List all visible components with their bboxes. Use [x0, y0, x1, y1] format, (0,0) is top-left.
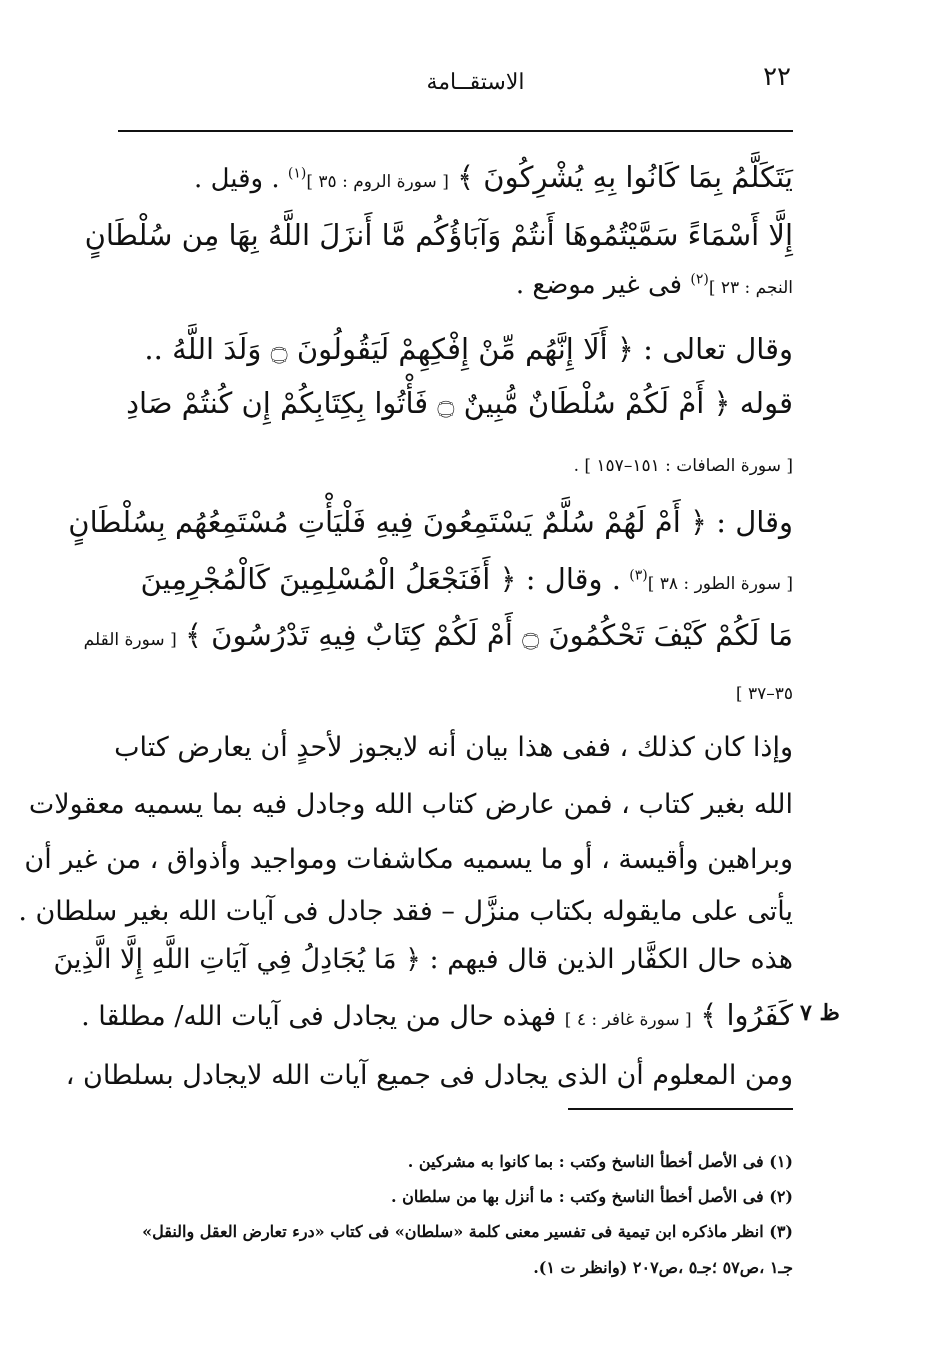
- text-line-6: [113, 448, 793, 479]
- surah-reference: [ سورة القلم: [83, 630, 177, 650]
- text-line-3: [113, 270, 793, 301]
- text-line-7: [68, 505, 793, 540]
- surah-reference: [ سورة الطور : ٣٨ ]: [647, 574, 793, 594]
- running-title: الاستقــامة: [426, 70, 525, 95]
- footnote-marker: (١): [287, 165, 307, 182]
- footnote-1: (١) فى الأصل أخطأ الناسخ وكتب : بما كانوا به مشركين .: [407, 1152, 793, 1171]
- paragraph-line-7: ومن المعلوم أن الذى يجادل فى جميع آيات الله لايجادل بسلطان ،: [65, 1060, 793, 1091]
- footnote-marker: (٢): [690, 271, 709, 288]
- paragraph-line-4: يأتى على مايقوله بكتاب منزَّل – فقد جادل فى آيات الله بغير سلطان .: [18, 896, 793, 927]
- text-line-9: [83, 618, 793, 653]
- quran-verse: كَفَرُوا ﴾: [700, 998, 793, 1032]
- text-line-2: [84, 218, 793, 253]
- footnote-2: (٢) فى الأصل أخطأ الناسخ وكتب : ما أنزل بها من سلطان .: [391, 1187, 793, 1206]
- page-number: ٢٢: [763, 62, 791, 92]
- paragraph-line-2: الله بغير كتاب ، فمن عارض كتاب الله وجادل فيه بما يسميه معقولات: [28, 789, 793, 820]
- surah-reference: [ سورة الصافات : ١٥١–١٥٧ ] .: [573, 456, 793, 476]
- text-line-5: [113, 386, 793, 421]
- quran-verse: وقال : ﴿ أَمْ لَهُمْ سُلَّمٌ يَسْتَمِعُونَ فِيهِ فَلْيَأْتِ مُسْتَمِعُهُم بِسُلْطَانٍ: [68, 505, 793, 539]
- paragraph-line-5: هذه حال الكفَّار الذين قال فيهم : ﴿ مَا يُجَادِلُ فِي آيَاتِ اللَّهِ إِلَّا الَّذِينَ: [53, 944, 793, 975]
- text-line-10: [113, 676, 793, 707]
- quran-verse: مَا لَكُمْ كَيْفَ تَحْكُمُونَ ۝ أَمْ لَكُمْ كِتَابٌ فِيهِ تَدْرُسُونَ ﴾: [184, 618, 793, 652]
- text-line-1: [113, 160, 793, 195]
- paragraph-line-6: [81, 998, 793, 1033]
- footnote-rule: [568, 1108, 793, 1110]
- quran-verse: إِلَّا أَسْمَاءً سَمَّيْتُمُوهَا أَنتُمْ وَآبَاؤُكُم مَّا أَنزَلَ اللَّهُ بِهَا مِن سُلْطَانٍ: [84, 218, 793, 252]
- text-segment: فهذه حال من يجادل فى آيات الله/ مطلقا .: [81, 1001, 557, 1032]
- quran-verse: قوله ﴿ أَمْ لَكُمْ سُلْطَانٌ مُّبِينٌ ۝ فَأْتُوا بِكِتَابِكُمْ إِن كُنتُمْ صَادِ: [126, 386, 793, 420]
- text-line-4: [113, 332, 793, 367]
- footnote-3-continued: جـ١ ،ص٥٧ ؛جـ٥ ،ص٢٠٧ (وانظر ت ١).: [533, 1258, 793, 1277]
- text-segment: فى غير موضع .: [515, 270, 683, 300]
- footnote-marker: (٣): [629, 567, 648, 584]
- header-rule: [118, 130, 793, 132]
- surah-reference: [ سورة الروم : ٣٥ ]: [306, 172, 449, 192]
- margin-note: ظ ٧: [800, 1000, 840, 1026]
- quran-verse: . وقال : ﴿ أَفَنَجْعَلُ الْمُسْلِمِينَ كَالْمُجْرِمِينَ: [140, 562, 621, 596]
- text-segment: . وقيل .: [194, 164, 280, 194]
- footnote-3: (٣) انظر ماذكره ابن تيمية فى تفسير معنى كلمة «سلطان» فى كتاب «درء تعارض العقل والنقل»: [142, 1222, 793, 1241]
- surah-reference: [ سورة غافر : ٤ ]: [564, 1010, 692, 1030]
- paragraph-line-3: وبراهين وأقيسة ، أو ما يسميه مكاشفات ومواجيد وأذواق ، من غير أن: [24, 844, 793, 875]
- quran-verse: وقال تعالى : ﴿ أَلَا إِنَّهُم مِّنْ إِفْكِهِمْ لَيَقُولُونَ ۝ وَلَدَ اللَّهُ ..: [144, 332, 793, 366]
- surah-reference: النجم : ٢٣ ]: [708, 278, 793, 298]
- text-line-8: [113, 562, 793, 597]
- paragraph-line-1: وإذا كان كذلك ، ففى هذا بيان أنه لايجوز لأحدٍ أن يعارض كتاب: [114, 732, 793, 763]
- quran-verse: يَتَكَلَّمُ بِمَا كَانُوا بِهِ يُشْرِكُونَ ﴾: [457, 160, 793, 194]
- surah-reference: ٣٥–٣٧ ]: [735, 684, 793, 704]
